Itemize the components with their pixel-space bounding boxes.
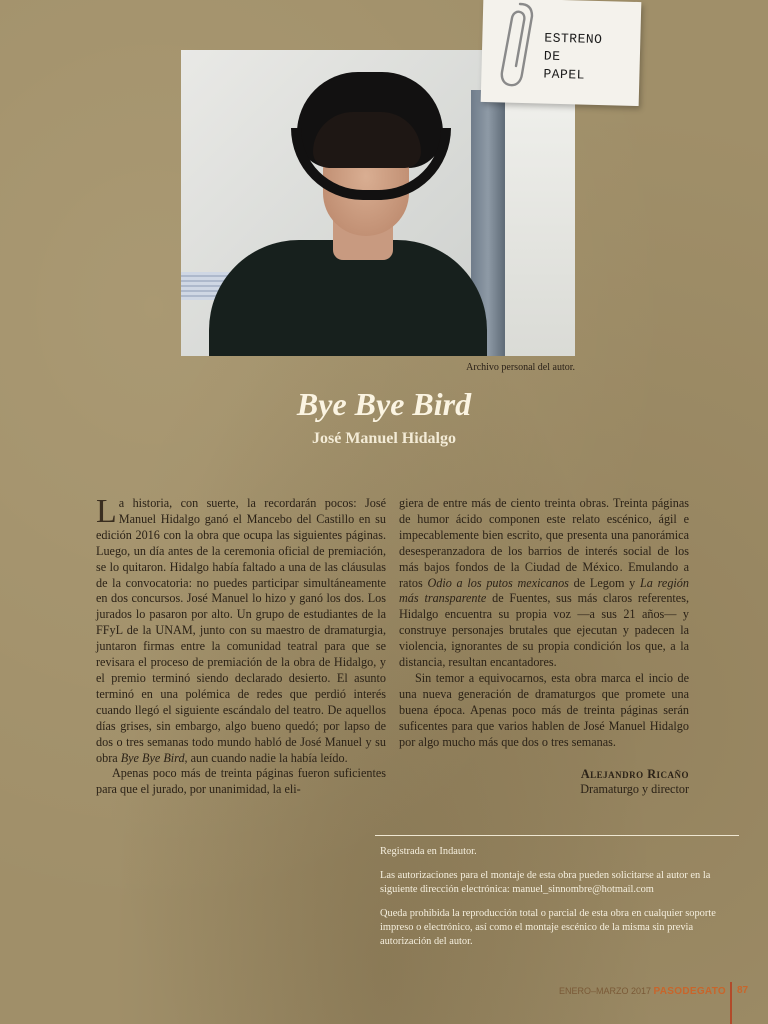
paragraph: giera de entre más de ciento treinta obras. Treinta páginas de humor ácido componen este relato escénico, ágil e impecablemente bien escrito, que presenta una panorámica desesperanzadora de los barrios de interés social de los más bajos fondos de la Ciudad de México. Emulando a ratos Odio a los putos mexicanos de Legom y La región más transparente de Fuentes, sus más claros referentes, Hidalgo encuentra su propia voz —a sus 21 años— y construye personajes brutales que ejecutan y padecen la violencia, ignorantes de su propia condición los que, a la distancia, resultan encantadores. bbox=[399, 496, 690, 670]
legal-notice bbox=[380, 845, 740, 959]
magazine-logo: PASODEGATO bbox=[653, 986, 726, 997]
signature-role: Dramaturgo y director bbox=[580, 781, 689, 796]
photo-caption: Archivo personal del autor. bbox=[466, 362, 575, 373]
signature-name: Alejandro Ricaño bbox=[580, 766, 689, 781]
footer-issue: ENERO–MARZO bbox=[558, 986, 629, 996]
drop-cap: L bbox=[96, 493, 117, 530]
paragraph: Sin temor a equivocarnos, esta obra marca el incio de una nueva generación de dramaturgos que promete una buena época. Apenas poco más de treinta páginas serán suficentes para que varios hablen de José Manuel Hidalgo por algo mucho más que dos o tres semanas. bbox=[399, 670, 689, 749]
photo-hat-brim bbox=[291, 128, 451, 200]
paragraph: La historia, con suerte, la recordarán pocos: José Manuel Hidalgo ganó el Mancebo del Castillo en su edición 2016 con la obra que ocupa las siguientes páginas. Luego, un día antes de la ceremonia oficial de premiación, se lo quitaron. Hidalgo había faltado a una de las cláusulas de la convocatoria: no puedes participar simultáneamente en dos concursos. José Manuel lo hizo y ganó los dos. Los jurados lo pasaron por alto. Un grupo de estudiantes de la FFyL de la UNAM, junto con su maestro de dramaturgia, juntaron firmas entre la comunidad teatral para que se revisara el proceso de premiación de la obra de Hidalgo, y el premio terminó siendo declarado desierto. El asunto terminó en una polémica de redes que perdió interés cuando llegó el siguiente escándalo del teatro. De aquellos días grises, sin embargo, algo bueno quedó; por lapso de dos o tres semanas todo mundo habló de José Manuel y su obra Bye Bye Bird, aun cuando nadie la había leído. bbox=[96, 493, 386, 765]
legal-permissions: Las autorizaciones para el montaje de esta obra pueden solicitarse al autor en la siguiente dirección electrónica: manuel_sinnombre@hotmail.com bbox=[380, 870, 711, 895]
text-column-right bbox=[399, 496, 689, 797]
footer-year: 2017 bbox=[631, 986, 652, 996]
signature bbox=[399, 767, 689, 797]
note-text: ESTRENO DE PAPEL bbox=[543, 30, 603, 83]
legal-prohibition: Queda prohibida la reproducción total o parcial de esta obra en cualquier soporte impreso o electrónico, así como el montaje escénico de la misma sin previa autorización del autor. bbox=[380, 908, 716, 947]
page-footer bbox=[559, 986, 726, 997]
divider bbox=[375, 835, 739, 836]
article-author: José Manuel Hidalgo bbox=[311, 430, 456, 447]
text-column-left bbox=[96, 493, 386, 798]
page-number: 87 bbox=[737, 985, 749, 996]
footer-bar bbox=[730, 982, 732, 1024]
paragraph: Apenas poco más de treinta páginas fueron suficientes para que el jurado, por unanimidad, la eli- bbox=[96, 766, 386, 797]
paperclip-icon bbox=[498, 0, 538, 88]
article-title: Bye Bye Bird bbox=[296, 386, 472, 422]
legal-registered: Registrada en Indautor. bbox=[380, 846, 477, 857]
